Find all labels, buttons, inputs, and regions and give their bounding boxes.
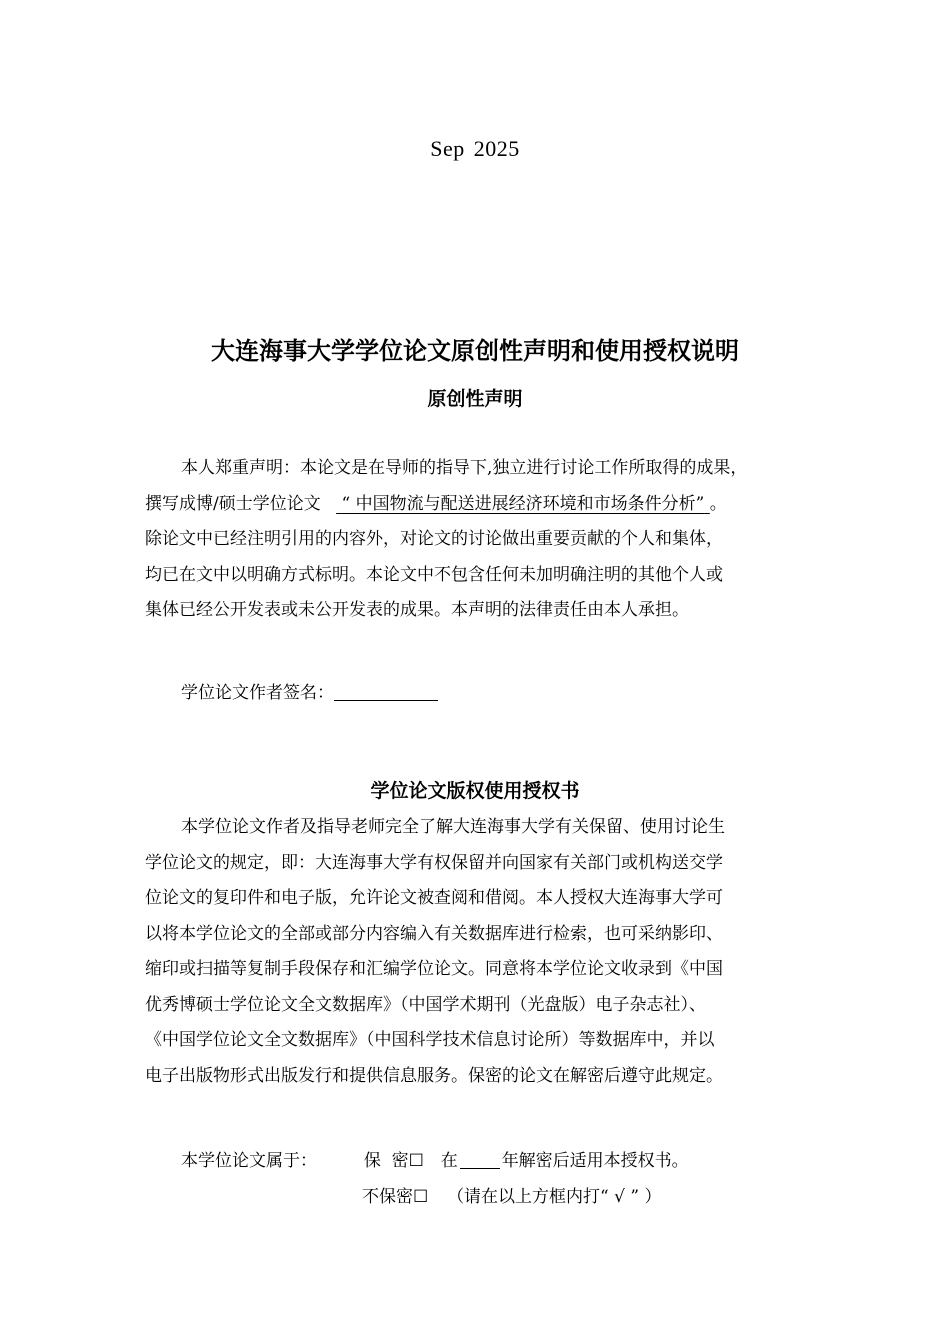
authorization-title: 学位论文版权使用授权书 (370, 780, 580, 802)
authorization-line: 《中国学位论文全文数据库》（中国科学技术信息讨论所）等数据库中，并以 (145, 1030, 715, 1050)
authorization-line: 本学位论文作者及指导老师完全了解大连海事大学有关保留、使用讨论生 (181, 817, 725, 837)
authorization-line: 缩印或扫描等复制手段保存和汇编学位论文。同意将本学位论文收录到《中国 (145, 959, 723, 979)
originality-paragraph (145, 451, 810, 629)
document-date: Sep 2025 (430, 136, 520, 161)
non-secret-checkbox[interactable]: ☐ (413, 1187, 429, 1207)
originality-line: 本人郑重声明：本论文是在导师的指导下,独立进行讨论工作所取得的成果， (181, 458, 748, 478)
decrypt-year-field[interactable] (460, 1150, 500, 1169)
thesis-prefix: 撰写成博/硕士学位论文 (145, 493, 321, 514)
secret-checkbox[interactable]: ☐ (408, 1151, 424, 1171)
classification-row-nonsecret (362, 1182, 662, 1207)
classification-row-secret (181, 1146, 689, 1171)
originality-title: 原创性声明 (427, 388, 523, 410)
originality-line: 均已在文中以明确方式标明。本论文中不包含任何未加明确注明的其他个人或 (145, 564, 723, 585)
signature-label: 学位论文作者签名： (181, 683, 334, 703)
signature-row (181, 678, 438, 703)
belongs-label: 本学位论文属于： (181, 1151, 317, 1171)
authorization-line: 优秀博硕士学位论文全文数据库》（中国学术期刊（光盘版）电子杂志社）、 (145, 994, 706, 1015)
originality-line: 除论文中已经注明引用的内容外，对论文的讨论做出重要贡献的个人和集体， (145, 529, 723, 549)
secret-label: 保 密 (363, 1151, 409, 1171)
originality-line-thesis (145, 487, 810, 523)
authorization-line: 以将本学位论文的全部或部分内容编入有关数据库进行检索，也可采纳影印、 (145, 923, 723, 944)
secret-suffix: 年解密后适用本授权书。 (501, 1151, 689, 1171)
authorization-line: 位论文的复印件和电子版，允许论文被查阅和借阅。本人授权大连海事大学可 (145, 888, 723, 908)
authorization-line: 学位论文的规定，即：大连海事大学有权保留并向国家有关部门或机构送交学 (145, 852, 723, 873)
secret-in-label: 在 (440, 1151, 458, 1171)
non-secret-label: 不保密 (362, 1187, 413, 1207)
thesis-suffix: 。 (709, 493, 727, 514)
signature-field[interactable] (334, 682, 438, 701)
authorization-paragraph (145, 810, 810, 1094)
authorization-line: 电子出版物形式出版发行和提供信息服务。保密的论文在解密后遵守此规定。 (145, 1065, 723, 1086)
checkbox-instruction: （请在以上方框内打“ √ ” ） (447, 1187, 662, 1207)
document-title: 大连海事大学学位论文原创性声明和使用授权说明 (211, 337, 739, 365)
originality-line: 集体已经公开发表或未公开发表的成果。本声明的法律责任由本人承担。 (145, 600, 689, 620)
thesis-title: “ 中国物流与配送进展经济环境和市场条件分析” (341, 493, 705, 514)
